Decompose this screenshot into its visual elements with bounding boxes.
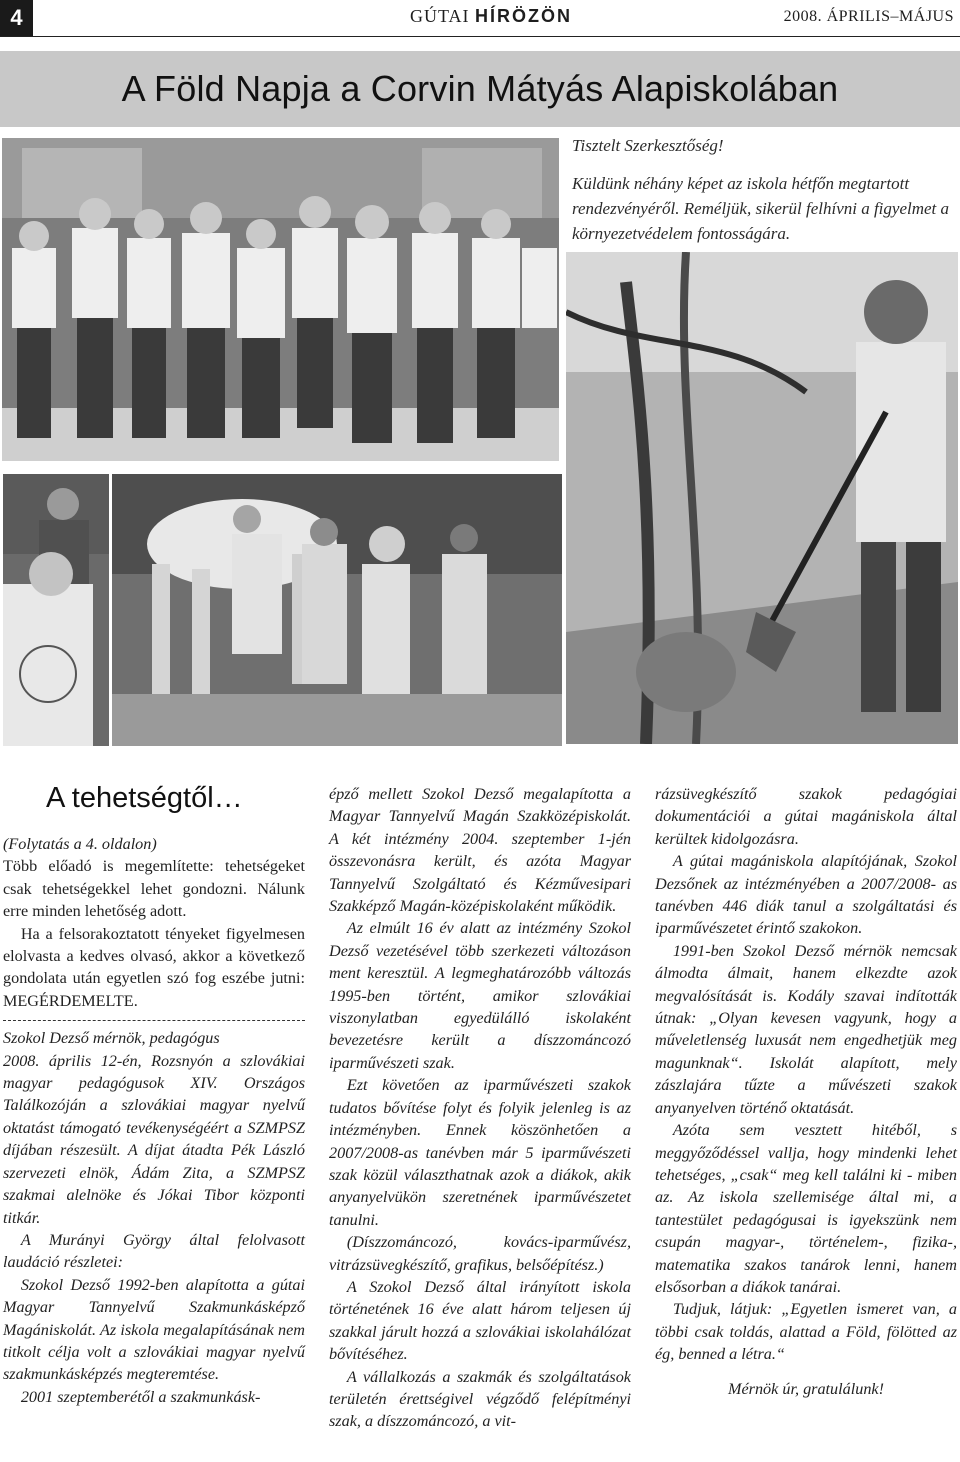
letter-body: Küldünk néhány képet az iskola hétfőn megtartott rendezvényéről. Reméljük, sikerül felhívni a figyelmet a környezetvédelem fontosságára. (572, 174, 950, 243)
photo-woman-child (3, 474, 109, 746)
paragraph-continued: épző mellett Szokol Dezső megalapította a Magyar Tannyelvű Magán Szakközépiskolát. A két intézmény 2004. szeptember 1-jén összevonásra került, és azóta Magyar Tannyelvű Szolgáltató és Kézművesipari Szakképző Magán-középiskolaként működik. (329, 785, 631, 916)
column-2 (329, 783, 631, 1456)
photo-horse (112, 474, 562, 746)
reader-letter (572, 133, 954, 246)
section-title: A tehetségtől… (46, 782, 243, 814)
byline: Szokol Dezső mérnök, pedagógus (3, 1029, 220, 1048)
paragraph: Több előadó is megemlítette: tehetségeket csak tehetségekkel lehet gondozni. Nálunk erre minden lehetőség adott. (3, 857, 305, 921)
paragraph: Tudjuk, látjuk: „Egyetlen ismeret van, a többi csak toldás, alattad a Föld, fölötted az ég, benned a létra.“ (655, 1300, 957, 1364)
paragraph: Ezt követően az iparművészeti szakok tudatos bővítése folyt és folyik jelenleg is az intézményben. Ennek köszönhetően a 2007/2008-as tanévben már 5 iparművészeti szak közül választhatnak azok a diákok, akik anyanyelvükön szeretnének iparművészetet tanulni. (329, 1076, 631, 1229)
page-header (0, 0, 960, 37)
masthead-name: HÍRÖZÖN (475, 6, 573, 26)
paragraph: A gútai magániskola alapítójának, Szokol Dezsőnek az intézményében a 2007/2008- as tanévben 446 diák tanul a szolgáltatási és iparművészetet érintő szakokon. (655, 852, 957, 938)
paragraph: A Murányi György által felolvasott laudáció részletei: (3, 1230, 305, 1272)
paragraph: (Díszzománcozó, kovács-iparművész, vitrázsüvegkészítő, grafikus, belsőépítész.) (329, 1233, 631, 1274)
paragraph: 2001 szeptemberétől a szakmunkásk- (20, 1387, 261, 1406)
continued-note: (Folytatás a 4. oldalon) (3, 835, 157, 853)
paragraph: Ha a felsorakoztatott tényeket figyelmesen elolvasta a kedves olvasó, akkor a következő gondolata után egyetlen szó fog eszébe jutni: MEGÉRDEMELTE. (3, 924, 305, 1010)
article-title-bar (0, 51, 960, 127)
issue-date: 2008. ÁPRILIS–MÁJUS (783, 8, 954, 25)
photo-children-group (2, 138, 559, 461)
paragraph: A Szokol Dezső által irányított iskola történetének 16 éve alatt három teljesen új szakkal járult hozzá a szlovákiai iskolahálózat bővítéséhez. (329, 1277, 631, 1364)
column-3 (655, 783, 957, 1400)
newspaper-masthead (410, 6, 572, 27)
paragraph-continued: rázsüvegkészítő szakok pedagógiai dokumentációi a gútai magániskola által kerültek kidolgozásra. (655, 785, 957, 848)
column-1 (3, 833, 305, 1408)
paragraph: A vállalkozás a szakmák és szolgáltatások területén érettségivel végződő felépítményi szak, a díszzománcozó, a vit- (329, 1367, 631, 1431)
masthead-town: GÚTAI (410, 6, 470, 26)
paragraph: Az elmúlt 16 év alatt az intézmény Szokol Dezső vezetésével több szerkezeti változáson ment keresztül. A legmeghatározóbb változás 1995-ben történt, amikor szlovákiai viszonylatban egyedülálló iskolaként bevezetésre került a díszzománcozó iparművészeti szak. (329, 919, 631, 1072)
dashed-separator (3, 1020, 305, 1021)
letter-greeting: Tisztelt Szerkesztőség! (572, 136, 724, 155)
article-title: A Föld Napja a Corvin Mátyás Alapiskolában (121, 68, 839, 109)
paragraph: 2008. április 12-én, Rozsnyón a szlovákiai magyar pedagógusok XIV. Országos Találkozóján a szlovákiai magyar nyelvű oktatást támogató tevékenységéért a SZMPSZ díjában részesült. A díjat átadta Pék László szervezeti elnök, Ádám Zita, a SZMPSZ szakmai alelnöke és Jókai Tibor központi titkár. (3, 1051, 305, 1227)
closing-line: Mérnök úr, gratulálunk! (727, 1379, 884, 1398)
paragraph: 1991-ben Szokol Dezső mérnök nemcsak álmodta álmait, hanem elkezdte azok megvalósítását is. Kodály szavai indították útnak: „Olyan kevesen vagyunk, hogy a műveletlenség luxusát nem engedhetjük meg magunknak“. Iskolát alapított, mely zászlajára tűzte a művészeti szakok anyanyelven történő oktatását. (655, 941, 957, 1117)
photo-tree-planting (566, 252, 958, 744)
paragraph: Szokol Dezső 1992-ben alapította a gútai Magyar Tannyelvű Szakmunkásképző Magániskolát. Az iskola megalapításának nem titkolt célja volt a szlovákiai magyar nyelvű szakmunkásképzés megteremtése. (3, 1275, 305, 1384)
paragraph: Azóta sem vesztett hitéből, s meggyőződéssel vallja, hogy mindenki lehet tehetséges, „csak“ meg kell találni ki - miben az. Az iskola szellemisége által mi, a tantestület pedagógusai is igyekszünk nem csupán magyar-, történelem-, fizika-, matematika szakos tanárok lenni, hanem elsősorban a diákok tanárai. (655, 1121, 957, 1296)
page-number: 4 (0, 0, 33, 36)
